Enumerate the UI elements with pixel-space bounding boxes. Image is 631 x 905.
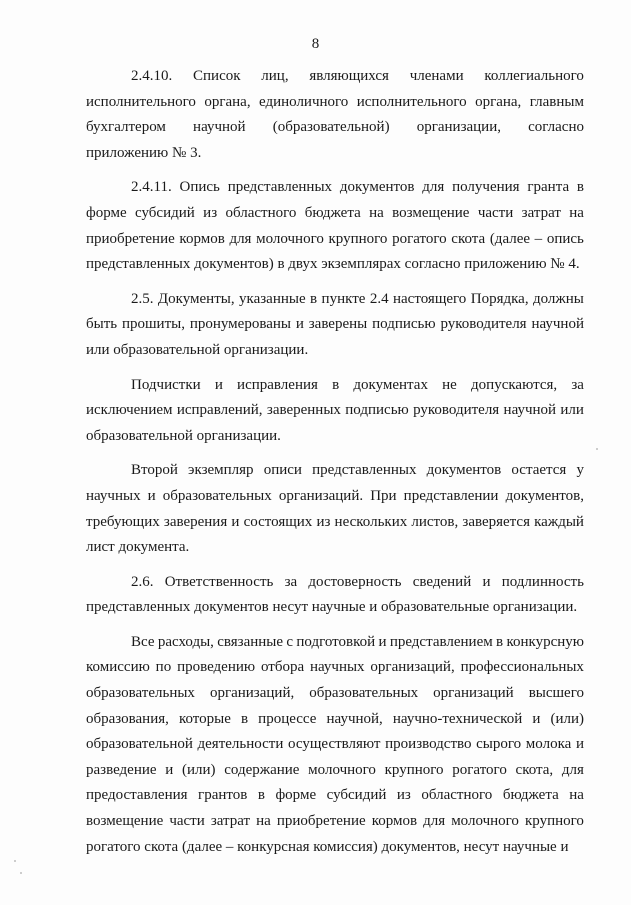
text-line: представленных документов несут научные и образовательные организации. <box>86 599 578 616</box>
text-line: научных и образовательных организаций. При представлении документов, <box>86 487 584 504</box>
text-line: быть прошиты, пронумерованы и заверены подписью руководителя научной <box>86 316 584 333</box>
paragraph-p-corrections <box>86 373 584 450</box>
text-line: лист документа. <box>86 539 190 556</box>
text-line: Все расходы, связанные с подготовкой и представлением в конкурсную <box>131 633 584 650</box>
text-line: предоставления грантов в форме субсидий из областного бюджета на <box>86 787 584 804</box>
text-line: приложению № 3. <box>86 144 202 161</box>
scan-speck <box>596 448 598 450</box>
text-line: образования, которые в процессе научной, научно-технической и (или) <box>86 710 584 727</box>
paragraph-p-2-4-10 <box>86 64 584 166</box>
text-line: образовательной организации. <box>86 427 281 444</box>
text-line: Подчистки и исправления в документах не допускаются, за <box>131 376 584 393</box>
text-line: Второй экземпляр описи представленных документов остается у <box>131 462 584 479</box>
text-line: исключением исправлений, заверенных подписью руководителя научной или <box>86 402 584 419</box>
text-line: образовательных организаций, образовательных организаций высшего <box>86 685 584 702</box>
text-line: разведение и (или) содержание молочного крупного рогатого скота, для <box>86 761 584 778</box>
text-line: исполнительного органа, единоличного исполнительного органа, главным <box>86 93 584 110</box>
scan-speck <box>20 872 22 874</box>
page-number: 8 <box>311 36 320 52</box>
document-body <box>86 64 584 869</box>
text-line: приобретение кормов для молочного крупного рогатого скота (далее – опись <box>86 230 584 247</box>
text-line: 2.6. Ответственность за достоверность сведений и подлинность <box>131 573 584 590</box>
text-line: требующих заверения и состоящих из нескольких листов, заверяется каждый <box>86 513 584 530</box>
text-line: 2.4.10. Список лиц, являющихся членами коллегиального <box>131 68 584 84</box>
text-line: возмещение части затрат на приобретение кормов для молочного крупного <box>86 813 584 830</box>
paragraph-p-second-copy <box>86 458 584 560</box>
text-line: рогатого скота (далее – конкурсная комиссия) документов, несут научные и <box>86 838 569 855</box>
text-line: 2.4.11. Опись представленных документов для получения гранта в <box>131 179 584 196</box>
text-line: комиссию по проведению отбора научных организаций, профессиональных <box>86 659 584 676</box>
paragraph-p-2-5 <box>86 287 584 364</box>
text-line: образовательной деятельности осуществляют производство сырого молока и <box>86 736 584 753</box>
text-line: 2.5. Документы, указанные в пункте 2.4 настоящего Порядка, должны <box>131 290 584 307</box>
text-line: бухгалтером научной (образовательной) организации, согласно <box>86 119 584 136</box>
text-line: форме субсидий из областного бюджета на возмещение части затрат на <box>86 204 584 221</box>
scan-speck <box>14 860 16 862</box>
paragraph-p-2-6 <box>86 570 584 621</box>
paragraph-p-expenses <box>86 630 584 860</box>
paragraph-p-2-4-11 <box>86 175 584 277</box>
text-line: или образовательной организации. <box>86 341 309 358</box>
text-line: представленных документов) в двух экземплярах согласно приложению № 4. <box>86 256 580 273</box>
